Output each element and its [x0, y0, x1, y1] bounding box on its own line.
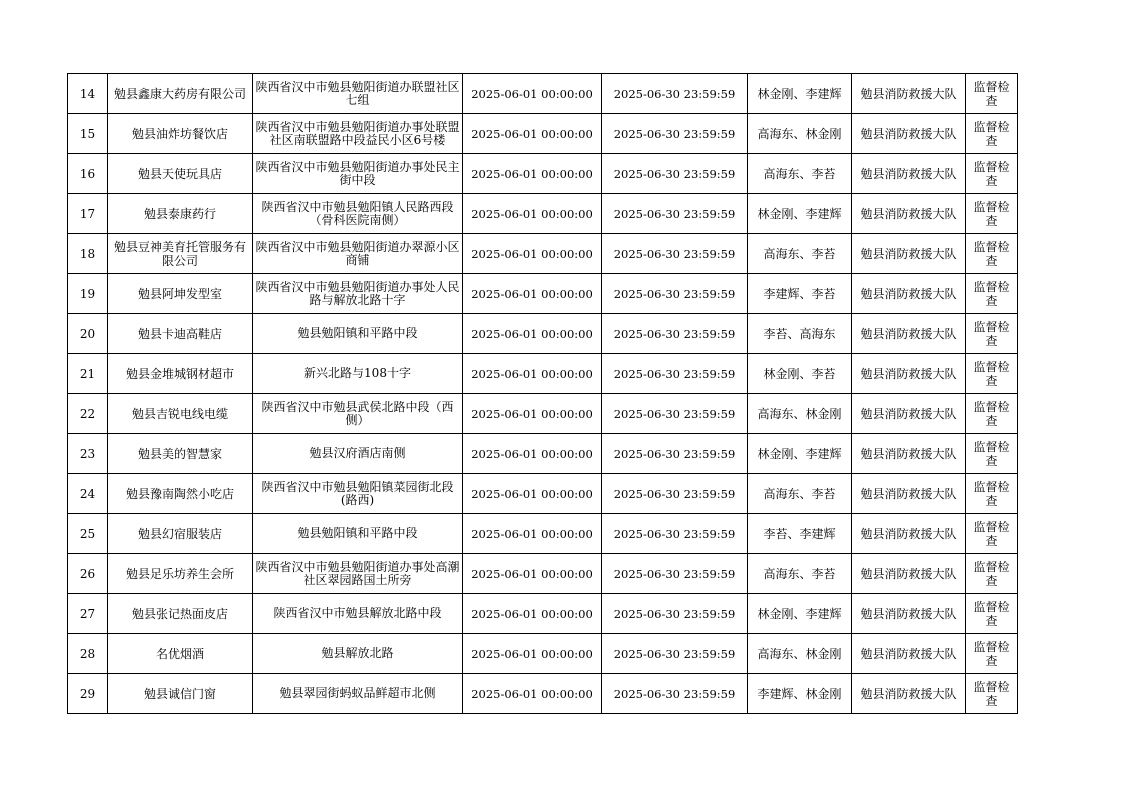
inspectors-cell: 高海东、李苔 — [748, 474, 852, 514]
address-text: 陕西省汉中市勉县武侯北路中段（西侧） — [261, 400, 454, 427]
inspection-type-cell: 监督检查 — [966, 154, 1018, 194]
inspection-type-cell: 监督检查 — [966, 394, 1018, 434]
business-name-cell: 勉县豆神美育托管服务有限公司 — [108, 234, 253, 274]
inspection-type-cell: 监督检查 — [966, 274, 1018, 314]
address-cell — [253, 514, 463, 554]
inspection-unit-cell: 勉县消防救援大队 — [852, 514, 966, 554]
inspection-unit-cell: 勉县消防救援大队 — [852, 474, 966, 514]
row-number-cell: 21 — [68, 354, 108, 394]
inspectors-cell: 高海东、林金刚 — [748, 634, 852, 674]
end-time-cell: 2025-06-30 23:59:59 — [602, 154, 748, 194]
address-cell — [253, 634, 463, 674]
start-time-cell: 2025-06-01 00:00:00 — [463, 434, 602, 474]
end-time-cell: 2025-06-30 23:59:59 — [602, 354, 748, 394]
row-number-cell: 28 — [68, 634, 108, 674]
inspection-unit-cell: 勉县消防救援大队 — [852, 634, 966, 674]
end-time-cell: 2025-06-30 23:59:59 — [602, 594, 748, 634]
inspectors-cell: 林金刚、李苔 — [748, 354, 852, 394]
inspection-unit-cell: 勉县消防救援大队 — [852, 234, 966, 274]
address-text: 陕西省汉中市勉县勉阳街道办联盟社区七组 — [255, 80, 460, 107]
row-number-cell: 19 — [68, 274, 108, 314]
table-row — [68, 634, 1018, 674]
address-text: 陕西省汉中市勉县勉阳街道办事处民主街中段 — [255, 160, 460, 187]
start-time-cell: 2025-06-01 00:00:00 — [463, 554, 602, 594]
inspectors-cell: 林金刚、李建辉 — [748, 434, 852, 474]
end-time-cell: 2025-06-30 23:59:59 — [602, 514, 748, 554]
address-text: 陕西省汉中市勉县勉阳街道办翠源小区商铺 — [255, 240, 460, 267]
inspection-type-cell: 监督检查 — [966, 594, 1018, 634]
address-text: 陕西省汉中市勉县勉阳镇人民路西段（骨科医院南侧） — [261, 200, 454, 227]
business-name-cell: 勉县泰康药行 — [108, 194, 253, 234]
table-row — [68, 594, 1018, 634]
address-cell — [253, 234, 463, 274]
table-row — [68, 194, 1018, 234]
inspection-type-cell: 监督检查 — [966, 74, 1018, 114]
address-text: 新兴北路与108十字 — [304, 367, 411, 380]
address-cell — [253, 154, 463, 194]
inspection-table — [67, 73, 1018, 714]
inspectors-cell: 李建辉、李苔 — [748, 274, 852, 314]
start-time-cell: 2025-06-01 00:00:00 — [463, 674, 602, 714]
end-time-cell: 2025-06-30 23:59:59 — [602, 674, 748, 714]
inspectors-cell: 李苔、李建辉 — [748, 514, 852, 554]
business-name-cell: 勉县金堆城钢材超市 — [108, 354, 253, 394]
end-time-cell: 2025-06-30 23:59:59 — [602, 74, 748, 114]
table-row — [68, 234, 1018, 274]
inspection-type-cell: 监督检查 — [966, 194, 1018, 234]
row-number-cell: 15 — [68, 114, 108, 154]
end-time-cell: 2025-06-30 23:59:59 — [602, 274, 748, 314]
row-number-cell: 14 — [68, 74, 108, 114]
address-text: 陕西省汉中市勉县勉阳街道办事处联盟社区南联盟路中段益民小区6号楼 — [255, 120, 460, 147]
row-number-cell: 27 — [68, 594, 108, 634]
inspection-type-cell: 监督检查 — [966, 554, 1018, 594]
business-name-cell: 勉县油炸坊餐饮店 — [108, 114, 253, 154]
inspectors-cell: 高海东、李苔 — [748, 234, 852, 274]
start-time-cell: 2025-06-01 00:00:00 — [463, 474, 602, 514]
table-row — [68, 74, 1018, 114]
inspectors-cell: 林金刚、李建辉 — [748, 194, 852, 234]
row-number-cell: 25 — [68, 514, 108, 554]
address-cell — [253, 354, 463, 394]
row-number-cell: 17 — [68, 194, 108, 234]
table-row — [68, 114, 1018, 154]
inspectors-cell: 李建辉、林金刚 — [748, 674, 852, 714]
row-number-cell: 23 — [68, 434, 108, 474]
address-cell — [253, 674, 463, 714]
inspection-unit-cell: 勉县消防救援大队 — [852, 394, 966, 434]
inspection-type-cell: 监督检查 — [966, 514, 1018, 554]
address-cell — [253, 594, 463, 634]
start-time-cell: 2025-06-01 00:00:00 — [463, 114, 602, 154]
address-text: 勉县勉阳镇和平路中段 — [297, 527, 418, 540]
table-row — [68, 314, 1018, 354]
address-cell — [253, 314, 463, 354]
inspectors-cell: 林金刚、李建辉 — [748, 74, 852, 114]
business-name-cell: 勉县鑫康大药房有限公司 — [108, 74, 253, 114]
inspection-type-cell: 监督检查 — [966, 434, 1018, 474]
inspectors-cell: 高海东、李苔 — [748, 554, 852, 594]
end-time-cell: 2025-06-30 23:59:59 — [602, 634, 748, 674]
inspection-type-cell: 监督检查 — [966, 314, 1018, 354]
inspection-unit-cell: 勉县消防救援大队 — [852, 354, 966, 394]
inspection-unit-cell: 勉县消防救援大队 — [852, 434, 966, 474]
address-text: 陕西省汉中市勉县勉阳街道办事处人民路与解放北路十字 — [255, 280, 460, 307]
table-row — [68, 274, 1018, 314]
end-time-cell: 2025-06-30 23:59:59 — [602, 474, 748, 514]
row-number-cell: 22 — [68, 394, 108, 434]
inspection-unit-cell: 勉县消防救援大队 — [852, 274, 966, 314]
end-time-cell: 2025-06-30 23:59:59 — [602, 394, 748, 434]
end-time-cell: 2025-06-30 23:59:59 — [602, 114, 748, 154]
start-time-cell: 2025-06-01 00:00:00 — [463, 274, 602, 314]
inspection-unit-cell: 勉县消防救援大队 — [852, 594, 966, 634]
address-text: 勉县翠园街蚂蚁品鲜超市北侧 — [279, 687, 436, 700]
business-name-cell: 勉县吉锐电线电缆 — [108, 394, 253, 434]
address-cell — [253, 554, 463, 594]
inspection-type-cell: 监督检查 — [966, 474, 1018, 514]
business-name-cell: 勉县诚信门窗 — [108, 674, 253, 714]
inspection-type-cell: 监督检查 — [966, 674, 1018, 714]
address-cell — [253, 434, 463, 474]
inspectors-cell: 高海东、李苔 — [748, 154, 852, 194]
business-name-cell: 勉县美的智慧家 — [108, 434, 253, 474]
business-name-cell: 勉县足乐坊养生会所 — [108, 554, 253, 594]
inspection-unit-cell: 勉县消防救援大队 — [852, 154, 966, 194]
row-number-cell: 16 — [68, 154, 108, 194]
start-time-cell: 2025-06-01 00:00:00 — [463, 594, 602, 634]
inspectors-cell: 李苔、高海东 — [748, 314, 852, 354]
address-cell — [253, 474, 463, 514]
table-row — [68, 154, 1018, 194]
start-time-cell: 2025-06-01 00:00:00 — [463, 314, 602, 354]
end-time-cell: 2025-06-30 23:59:59 — [602, 194, 748, 234]
business-name-cell: 勉县卡迪高鞋店 — [108, 314, 253, 354]
inspection-type-cell: 监督检查 — [966, 354, 1018, 394]
inspection-unit-cell: 勉县消防救援大队 — [852, 74, 966, 114]
business-name-cell: 名优烟酒 — [108, 634, 253, 674]
inspection-unit-cell: 勉县消防救援大队 — [852, 554, 966, 594]
inspection-type-cell: 监督检查 — [966, 234, 1018, 274]
row-number-cell: 26 — [68, 554, 108, 594]
address-text: 陕西省汉中市勉县勉阳镇菜园街北段(路西) — [261, 480, 454, 507]
address-text: 勉县勉阳镇和平路中段 — [297, 327, 418, 340]
end-time-cell: 2025-06-30 23:59:59 — [602, 314, 748, 354]
end-time-cell: 2025-06-30 23:59:59 — [602, 234, 748, 274]
row-number-cell: 20 — [68, 314, 108, 354]
inspectors-cell: 高海东、林金刚 — [748, 394, 852, 434]
address-text: 勉县汉府酒店南侧 — [309, 447, 406, 460]
table-row — [68, 354, 1018, 394]
address-text: 勉县解放北路 — [321, 647, 394, 660]
inspection-unit-cell: 勉县消防救援大队 — [852, 114, 966, 154]
inspectors-cell: 林金刚、李建辉 — [748, 594, 852, 634]
table-row — [68, 674, 1018, 714]
table-row — [68, 474, 1018, 514]
end-time-cell: 2025-06-30 23:59:59 — [602, 554, 748, 594]
business-name-cell: 勉县幻宿服装店 — [108, 514, 253, 554]
start-time-cell: 2025-06-01 00:00:00 — [463, 74, 602, 114]
address-text: 陕西省汉中市勉县解放北路中段 — [273, 607, 442, 620]
end-time-cell: 2025-06-30 23:59:59 — [602, 434, 748, 474]
address-cell — [253, 394, 463, 434]
inspection-type-cell: 监督检查 — [966, 114, 1018, 154]
address-cell — [253, 74, 463, 114]
inspectors-cell: 高海东、林金刚 — [748, 114, 852, 154]
inspection-type-cell: 监督检查 — [966, 634, 1018, 674]
inspection-unit-cell: 勉县消防救援大队 — [852, 194, 966, 234]
business-name-cell: 勉县阿坤发型室 — [108, 274, 253, 314]
row-number-cell: 24 — [68, 474, 108, 514]
inspection-unit-cell: 勉县消防救援大队 — [852, 314, 966, 354]
start-time-cell: 2025-06-01 00:00:00 — [463, 234, 602, 274]
table-row — [68, 514, 1018, 554]
address-cell — [253, 194, 463, 234]
row-number-cell: 18 — [68, 234, 108, 274]
address-cell — [253, 274, 463, 314]
row-number-cell: 29 — [68, 674, 108, 714]
start-time-cell: 2025-06-01 00:00:00 — [463, 514, 602, 554]
table-row — [68, 554, 1018, 594]
table-row — [68, 394, 1018, 434]
business-name-cell: 勉县豫南陶然小吃店 — [108, 474, 253, 514]
business-name-cell: 勉县张记热面皮店 — [108, 594, 253, 634]
start-time-cell: 2025-06-01 00:00:00 — [463, 194, 602, 234]
start-time-cell: 2025-06-01 00:00:00 — [463, 354, 602, 394]
address-text: 陕西省汉中市勉县勉阳街道办事处高潮社区翠园路国土所旁 — [255, 560, 460, 587]
start-time-cell: 2025-06-01 00:00:00 — [463, 394, 602, 434]
business-name-cell: 勉县天使玩具店 — [108, 154, 253, 194]
start-time-cell: 2025-06-01 00:00:00 — [463, 154, 602, 194]
table-row — [68, 434, 1018, 474]
start-time-cell: 2025-06-01 00:00:00 — [463, 634, 602, 674]
table-body — [68, 74, 1018, 714]
inspection-unit-cell: 勉县消防救援大队 — [852, 674, 966, 714]
address-cell — [253, 114, 463, 154]
